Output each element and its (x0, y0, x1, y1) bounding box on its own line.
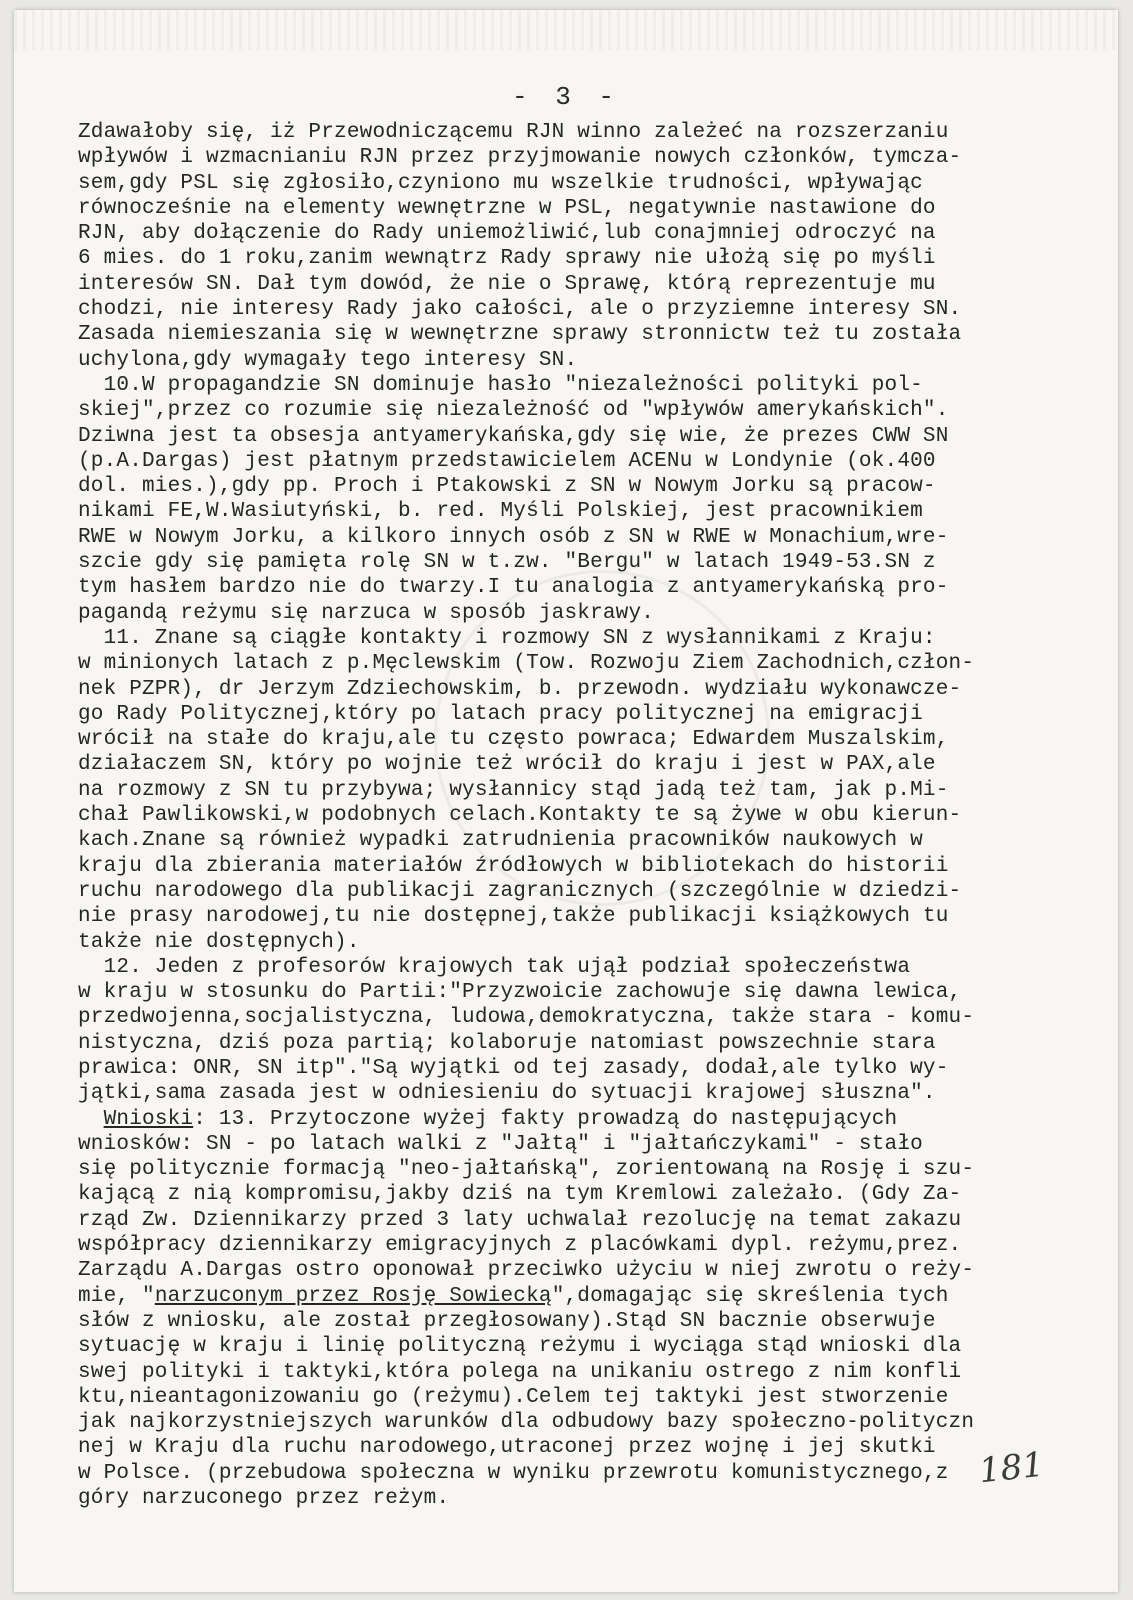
text-line: skiej",przez co rozumie się niezależność od "wpływów amerykańskich". (78, 399, 949, 423)
text-line: w Polsce. (przebudowa społeczna w wyniku przewrotu komunistycznego,z (78, 1461, 949, 1485)
text-line: także nie dostępnych). (78, 930, 360, 954)
text-line: uchylona,gdy wymagały tego interesy SN. (78, 348, 578, 372)
text-line: kraju dla zbierania materiałów źródłowych w bibliotekach do historii (78, 854, 949, 878)
text-line: wrócił na stałe do kraju,ale tu często powraca; Edwardem Muszalskim, (78, 728, 949, 752)
text-fragment: mie, " (78, 1284, 155, 1308)
text-line: nek PZPR), dr Jerzym Zdziechowskim, b. przewodn. wydziału wykonawcze- (78, 677, 962, 701)
text-fragment (78, 1108, 104, 1131)
text-fragment: : 13. Przytoczone wyżej fakty prowadzą do następujących (193, 1107, 898, 1131)
text-line: słów z wniosku, ale został przegłosowany).Stąd SN bacznie obserwuje (78, 1309, 936, 1333)
text-line: ruchu narodowego dla publikacji zagranicznych (szczególnie w dziedzi- (78, 879, 962, 903)
text-line: szcie gdy się pamięta rolę SN w t.zw. "Bergu" w latach 1949-53.SN z (78, 551, 936, 575)
text-line: 6 mies. do 1 roku,zanim wewnątrz Rady sprawy nie ułożą się po myśli (78, 247, 936, 271)
page-number: - 3 - (511, 82, 620, 112)
text-line (78, 1284, 1078, 1309)
text-line: góry narzuconego przez reżym. (78, 1487, 450, 1511)
text-line: współpracy dziennikarzy emigracyjnych z placówkami dypl. reżymu,prez. (78, 1234, 962, 1258)
document-page (14, 10, 1118, 1592)
text-line: rząd Zw. Dziennikarzy przed 3 laty uchwalał rezolucję na temat zakazu (78, 1208, 962, 1232)
text-line: na rozmowy z SN tu przybywa; wysłannicy stąd jadą też tam, jak p.Mi- (78, 778, 949, 802)
text-line: w minionych latach z p.Męclewskim (Tow. Rozwoju Ziem Zachodnich,człon- (78, 652, 975, 676)
text-line: go Rady Politycznej,który po latach pracy politycznej na emigracji (78, 702, 923, 726)
text-line: się politycznie formacją "neo-jałtańską", zorientowaną na Rosję i szu- (78, 1158, 975, 1182)
text-line (78, 1107, 1078, 1132)
scan-edge-marks (14, 10, 1118, 50)
text-line: swej polityki i taktyki,która polega na unikaniu ostrego z nim konfli (78, 1360, 962, 1384)
text-line: sytuację w kraju i linię polityczną reżymu i wyciąga stąd wnioski dla (78, 1335, 962, 1359)
underlined-text: narzuconym przez Rosję Sowiecką (154, 1284, 552, 1308)
text-line: przedwojenna,socjalistyczna, ludowa,demokratyczna, także stara - komu- (78, 1006, 975, 1030)
underlined-text: Wnioski (103, 1107, 194, 1131)
text-line: kającą z nią kompromisu,jakby dziś na tym Kremlowi zależało. (Gdy Za- (78, 1183, 962, 1207)
text-line: Zasada niemieszania się w wewnętrzne sprawy stronnictw też tu została (78, 323, 962, 347)
text-line: interesów SN. Dał tym dowód, że nie o Sprawę, którą reprezentuje mu (78, 272, 936, 296)
text-line: Zdawałoby się, iż Przewodniczącemu RJN winno zależeć na rozszerzaniu (78, 121, 949, 144)
text-line: 11. Znane są ciągłe kontakty i rozmowy SN z wysłannikami z Kraju: (78, 626, 936, 650)
text-line: nej w Kraju dla ruchu narodowego,utraconej przez wojnę i jej skutki (78, 1436, 936, 1460)
text-line: RWE w Nowym Jorku, a kilkoro innych osób z SN w RWE w Monachium,wre- (78, 525, 949, 549)
text-line: sem,gdy PSL się zgłosiło,czyniono mu wszelkie trudności, wpływając (78, 171, 923, 195)
text-line: RJN, aby dołączenie do Rady uniemożliwić,lub conajmniej odroczyć na (78, 222, 936, 246)
text-line: tym hasłem bardzo nie do twarzy.I tu analogia z antyamerykańską pro- (78, 576, 949, 600)
text-line: nistyczna, dziś poza partią; kolaboruje natomiast powszechnie stara (78, 1031, 936, 1055)
text-line: pagandą reżymu się narzuca w sposób jaskrawy. (78, 601, 655, 625)
text-line: chał Pawlikowski,w podobnych celach.Kontakty te są żywe w obu kierun- (78, 804, 962, 828)
text-line: w kraju w stosunku do Partii:"Przyzwoicie zachowuje się dawna lewica, (78, 981, 962, 1005)
text-line: 10.W propagandzie SN dominuje hasło "niezależności polityki pol- (78, 373, 923, 397)
text-line: Dziwna jest ta obsesja antyamerykańska,gdy się wie, że prezes CWW SN (78, 424, 949, 448)
text-line: jątki,sama zasada jest w odniesieniu do sytuacji krajowej słuszna". (78, 1082, 936, 1106)
text-line: ktu,nieantagonizowaniu go (reżymu).Celem tej taktyki jest stworzenie (78, 1385, 949, 1409)
text-line: chodzi, nie interesy Rady jako całości, ale o przyziemne interesy SN. (78, 298, 962, 322)
text-line: 12. Jeden z profesorów krajowych tak ujął podział społeczeństwa (78, 955, 911, 979)
text-line: nie prasy narodowej,tu nie dostępnej,także publikacji książkowych tu (78, 905, 949, 929)
text-line: Zarządu A.Dargas ostro oponował przeciwko użyciu w niej zwrotu o reży- (78, 1259, 975, 1283)
text-line: (p.A.Dargas) jest płatnym przedstawicielem ACENu w Londynie (ok.400 (78, 449, 936, 473)
typed-body-text (78, 120, 1078, 1511)
text-line: nikami FE,W.Wasiutyński, b. red. Myśli Polskiej, jest pracownikiem (78, 500, 923, 524)
text-line: kach.Znane są również wypadki zatrudnienia pracowników naukowych w (78, 829, 923, 853)
text-line: prawica: ONR, SN itp"."Są wyjątki od tej zasady, dodał,ale tylko wy- (78, 1056, 949, 1080)
text-line: dol. mies.),gdy pp. Proch i Ptakowski z SN w Nowym Jorku są pracow- (78, 475, 936, 499)
text-line: równocześnie na elementy wewnętrzne w PSL, negatywnie nastawione do (78, 196, 936, 220)
text-line: działaczem SN, który po wojnie też wrócił do kraju i jest w PAX,ale (78, 753, 936, 777)
text-line: jak najkorzystniejszych warunków dla odbudowy bazy społeczno-polityczn (78, 1411, 975, 1435)
handwritten-folio-number: 181 (977, 1444, 1046, 1492)
text-fragment: ",domagając się skreślenia tych (551, 1284, 949, 1308)
text-line: wpływów i wzmacnianiu RJN przez przyjmowanie nowych członków, tymcza- (78, 146, 962, 170)
text-line: wniosków: SN - po latach walki z "Jałtą" i "jałtańczykami" - stało (78, 1132, 923, 1156)
